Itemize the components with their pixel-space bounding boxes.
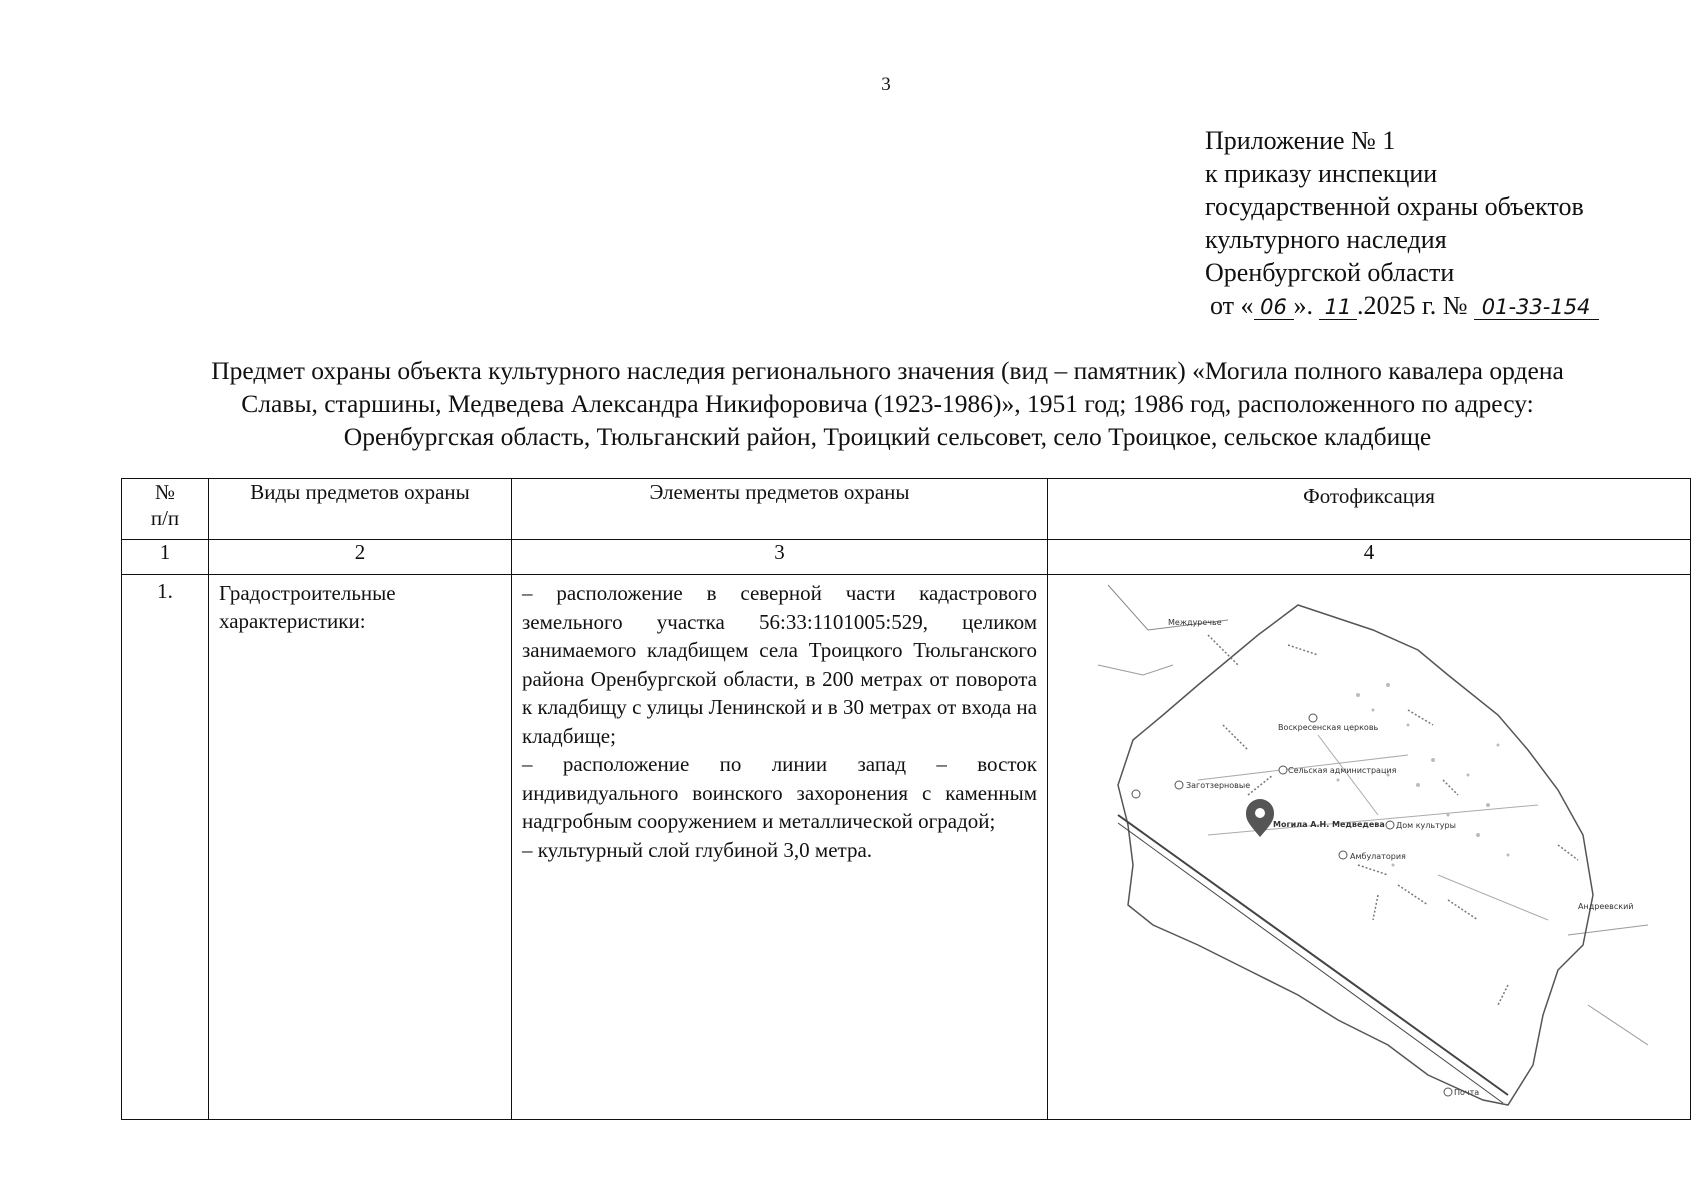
document-title	[110, 354, 1665, 453]
street-line	[1438, 875, 1548, 920]
table-row	[122, 575, 1691, 1120]
photo-cell	[1048, 575, 1691, 1120]
handwritten-day: 06	[1254, 295, 1294, 320]
element-item-2: – расположение по линии запад – восток индивидуального воинского захоронения с каменным надгробным сооружением и металлической оградой;	[522, 752, 1037, 833]
map-label-post: Почта	[1454, 1088, 1480, 1097]
map-label-mezhdureche: Междуречье	[1168, 618, 1222, 627]
protection-type	[209, 575, 512, 1120]
road-line	[1588, 1005, 1648, 1045]
road-line	[1098, 665, 1173, 675]
street-line	[1318, 735, 1378, 815]
header-elements: Элементы предметов охраны	[512, 479, 1048, 540]
header-num	[122, 479, 209, 540]
highway-line	[1118, 823, 1503, 1103]
date-sep: ».	[1293, 291, 1314, 320]
appendix-date-line	[1210, 289, 1599, 322]
header-row	[122, 479, 1691, 540]
col-number-4: 4	[1048, 540, 1691, 575]
handwritten-month: 11	[1319, 295, 1357, 320]
appendix-line-5: Оренбургской области	[1205, 258, 1455, 287]
appendix-line-3: государственной охраны объектов	[1205, 192, 1584, 221]
map-label-administration: Сельская администрация	[1288, 766, 1397, 775]
date-year: .2025 г. №	[1357, 291, 1468, 320]
col-number-2: 2	[209, 540, 512, 575]
road-line	[1568, 925, 1648, 935]
header-num-symbol: №	[154, 480, 176, 504]
location-map	[1088, 575, 1648, 1115]
title-line-2: Славы, старшины, Медведева Александра Никифоровича (1923-1986)», 1951 год; 1986 год, расположенного по адресу:	[241, 389, 1534, 418]
title-line-3: Оренбургская область, Тюльганский район, Троицкий сельсовет, село Троицкое, сельское кладбище	[343, 422, 1432, 451]
column-number-row	[122, 540, 1691, 575]
header-types: Виды предметов охраны	[209, 479, 512, 540]
protection-type-line-1: Градостроительные	[219, 581, 396, 605]
highway-line	[1118, 815, 1508, 1095]
handwritten-number: 01-33-154	[1474, 295, 1599, 320]
header-num-label: п/п	[150, 506, 180, 530]
map-label-culture-house: Дом культуры	[1396, 821, 1456, 830]
element-item-1: – расположение в северной части кадастрового земельного участка 56:33:1101005:529, целиком занимаемого кладбищем села Троицкого Тюльганского района Оренбургской области, в 200 метрах от поворота к кладбищу с улицы Ленинской и в 30 метрах от входа на кладбище;	[522, 581, 1037, 748]
appendix-line-1: Приложение № 1	[1205, 126, 1396, 155]
date-prefix: от «	[1210, 291, 1254, 320]
map-label-church: Воскресенская церковь	[1278, 723, 1379, 732]
col-number-3: 3	[512, 540, 1048, 575]
page-number: 3	[881, 74, 891, 95]
col-number-1: 1	[122, 540, 209, 575]
appendix-line-4: культурного наследия	[1205, 225, 1447, 254]
protection-table	[121, 478, 1691, 1120]
protection-elements	[512, 575, 1048, 1120]
row-number: 1.	[122, 575, 209, 1120]
protection-type-line-2: характеристики:	[219, 609, 366, 633]
map-label-ambulatory: Амбулатория	[1350, 852, 1406, 861]
title-line-1: Предмет охраны объекта культурного наследия регионального значения (вид – памятник) «Могила полного кавалера ордена	[211, 356, 1564, 385]
map-label-grave: Могила А.Н. Медведева	[1273, 820, 1385, 829]
element-item-3: – культурный слой глубиной 3,0 метра.	[522, 837, 873, 862]
map-label-zagotzernovye: Заготзерновые	[1186, 781, 1251, 790]
header-photo: Фотофиксация	[1048, 479, 1691, 540]
appendix-line-2: к приказу инспекции	[1205, 159, 1438, 188]
map-label-andreevsky: Андреевский	[1578, 902, 1634, 911]
appendix-block	[1205, 124, 1599, 322]
